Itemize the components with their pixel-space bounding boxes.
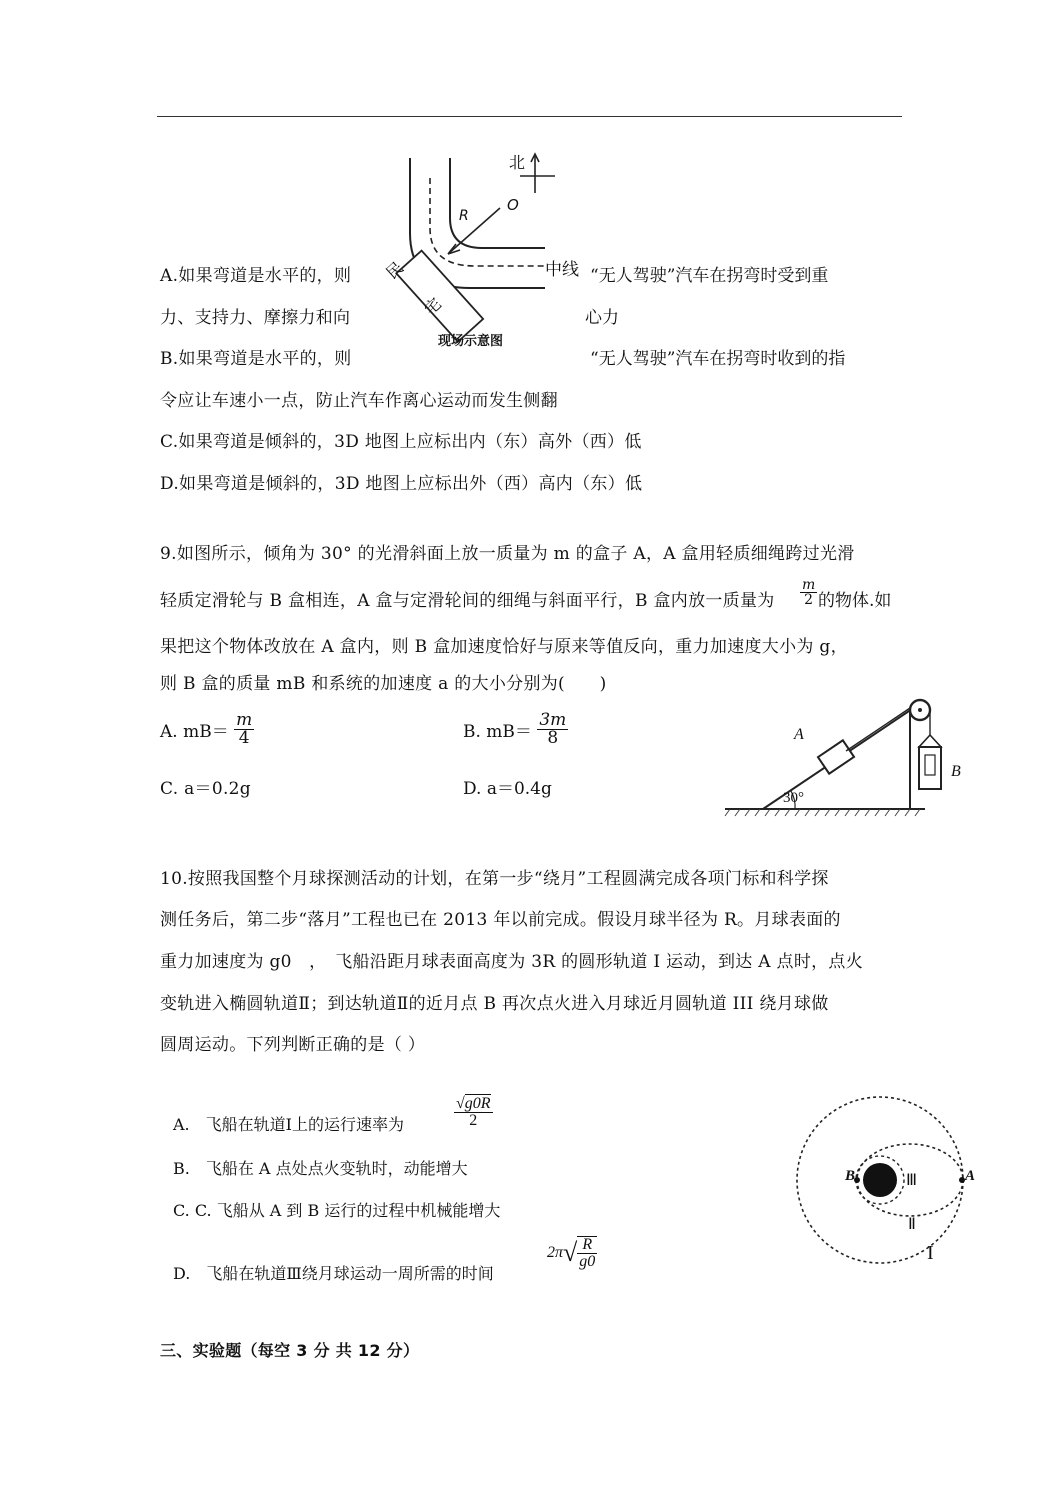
section-3-heading: 三、实验题（每空 3 分 共 12 分） bbox=[160, 1341, 420, 1360]
house-label-2: 宅 bbox=[420, 293, 445, 319]
formula-prefix: 2π bbox=[547, 1244, 564, 1261]
orbit-iii-label: Ⅲ bbox=[906, 1172, 918, 1189]
q8-option-d: D.如果弯道是倾斜的，3D 地图上应标出外（西）高内（东）低 bbox=[160, 474, 643, 494]
q9-line2b: 的物体.如 bbox=[818, 591, 892, 611]
point-a-label: A bbox=[965, 1168, 976, 1184]
box-b-label: B bbox=[951, 763, 961, 780]
option-b-fraction bbox=[537, 712, 568, 747]
period-formula bbox=[577, 1236, 597, 1270]
q9-line2a: 轻质定滑轮与 B 盒相连，A 盒与定滑轮间的细绳与斜面平行，B 盒内放一质量为 bbox=[160, 591, 775, 611]
center-line-label: 中线 bbox=[545, 260, 579, 280]
q8-option-a-line2a: 力、支持力、摩擦力和向 bbox=[160, 308, 351, 328]
formula-denominator: 2 bbox=[454, 1112, 493, 1129]
fraction-numerator: 3m bbox=[539, 710, 567, 730]
q9-line4: 则 B 盒的质量 mB 和系统的加速度 a 的大小分别为( ) bbox=[160, 674, 607, 694]
q8-option-a-line1b: “无人驾驶”汽车在拐弯时受到重 bbox=[590, 266, 829, 286]
q9-option-b bbox=[463, 712, 568, 747]
orbit-figure bbox=[795, 1098, 975, 1273]
option-b-prefix: B. mB＝ bbox=[463, 722, 532, 742]
orbit-i-label: I bbox=[927, 1242, 934, 1264]
q8-option-b-line2: 令应让车速小一点，防止汽车作离心运动而发生侧翻 bbox=[160, 391, 558, 411]
figure-caption: 现场示意图 bbox=[438, 334, 504, 349]
q8-option-a-line2b: 心力 bbox=[585, 308, 619, 328]
q10-option-a: A. 飞船在轨道Ⅰ上的运行速率为 bbox=[173, 1115, 404, 1134]
house-label-1: 民 bbox=[382, 257, 407, 283]
fraction-numerator: m bbox=[236, 710, 253, 730]
q10-line3: 重力加速度为 g0 ， 飞船沿距月球表面高度为 3R 的圆形轨道 I 运动，到达 A 点时，点火 bbox=[160, 952, 864, 972]
q8-option-b-line1b: “无人驾驶”汽车在拐弯时收到的指 bbox=[590, 349, 846, 369]
q10-line5: 圆周运动。下列判断正确的是（ ） bbox=[160, 1035, 426, 1055]
formula-denominator: g0 bbox=[579, 1253, 596, 1270]
q9-mass-fraction bbox=[800, 578, 817, 607]
q10-option-d-formula: 2π√ $\frac{R}{g0}$ bbox=[547, 1236, 596, 1270]
center-o-label: O bbox=[507, 196, 519, 214]
q10-option-d: D. 飞船在轨道Ⅲ绕月球运动一周所需的时间 bbox=[173, 1264, 494, 1283]
radius-label: R bbox=[459, 208, 469, 224]
q9-option-d: D. a＝0.4g bbox=[463, 779, 552, 799]
q10-option-c: C. C. 飞船从 A 到 B 运行的过程中机械能增大 bbox=[173, 1201, 501, 1220]
q9-line3: 果把这个物体改放在 A 盒内，则 B 盒加速度恰好与原来等值反向，重力加速度大小为 g， bbox=[160, 637, 848, 657]
q10-line4: 变轨进入椭圆轨道Ⅱ；到达轨道Ⅱ的近月点 B 再次点火进入月球近月圆轨道 III 绕月球做 bbox=[160, 994, 829, 1014]
q8-option-a-line1a: A.如果弯道是水平的，则 bbox=[160, 266, 352, 286]
angle-label: 30° bbox=[783, 790, 804, 806]
fraction-denominator: 4 bbox=[238, 728, 250, 748]
velocity-formula bbox=[454, 1096, 493, 1129]
q10-option-a-formula bbox=[454, 1096, 493, 1129]
fraction-numerator: m bbox=[802, 577, 816, 593]
orbit-ii-label: Ⅱ bbox=[908, 1216, 916, 1233]
q8-option-c: C.如果弯道是倾斜的，3D 地图上应标出内（东）高外（西）低 bbox=[160, 432, 642, 452]
north-label: 北 bbox=[509, 153, 526, 172]
option-a-fraction bbox=[234, 712, 254, 747]
q9-option-a bbox=[160, 712, 254, 747]
road-curve-figure bbox=[400, 148, 600, 358]
q9-option-c: C. a＝0.2g bbox=[160, 779, 251, 799]
q10-line2: 测任务后，第二步“落月”工程也已在 2013 年以前完成。假设月球半径为 R。月球表面的 bbox=[160, 910, 841, 930]
fraction-denominator: 8 bbox=[547, 728, 559, 748]
formula-numerator: R bbox=[577, 1237, 597, 1254]
option-a-prefix: A. mB＝ bbox=[160, 722, 229, 742]
fraction-denominator: 2 bbox=[804, 592, 814, 608]
q10-option-b: B. 飞船在 A 点处点火变轨时，动能增大 bbox=[173, 1159, 468, 1178]
q10-line1: 10.按照我国整个月球探测活动的计划，在第一步“绕月”工程圆满完成各项门标和科学探 bbox=[160, 869, 829, 889]
formula-radicand: g0R bbox=[464, 1095, 491, 1112]
box-a-label: A bbox=[794, 726, 804, 743]
q9-line1: 9.如图所示，倾角为 30° 的光滑斜面上放一质量为 m 的盒子 A，A 盒用轻质细绳跨过光滑 bbox=[160, 544, 855, 564]
incline-pulley-figure bbox=[725, 695, 975, 825]
formula-numerator: √g0R bbox=[456, 1095, 491, 1112]
q8-option-b-line1a: B.如果弯道是水平的，则 bbox=[160, 349, 352, 369]
header-rule bbox=[157, 116, 902, 117]
point-b-label: B bbox=[845, 1168, 856, 1184]
